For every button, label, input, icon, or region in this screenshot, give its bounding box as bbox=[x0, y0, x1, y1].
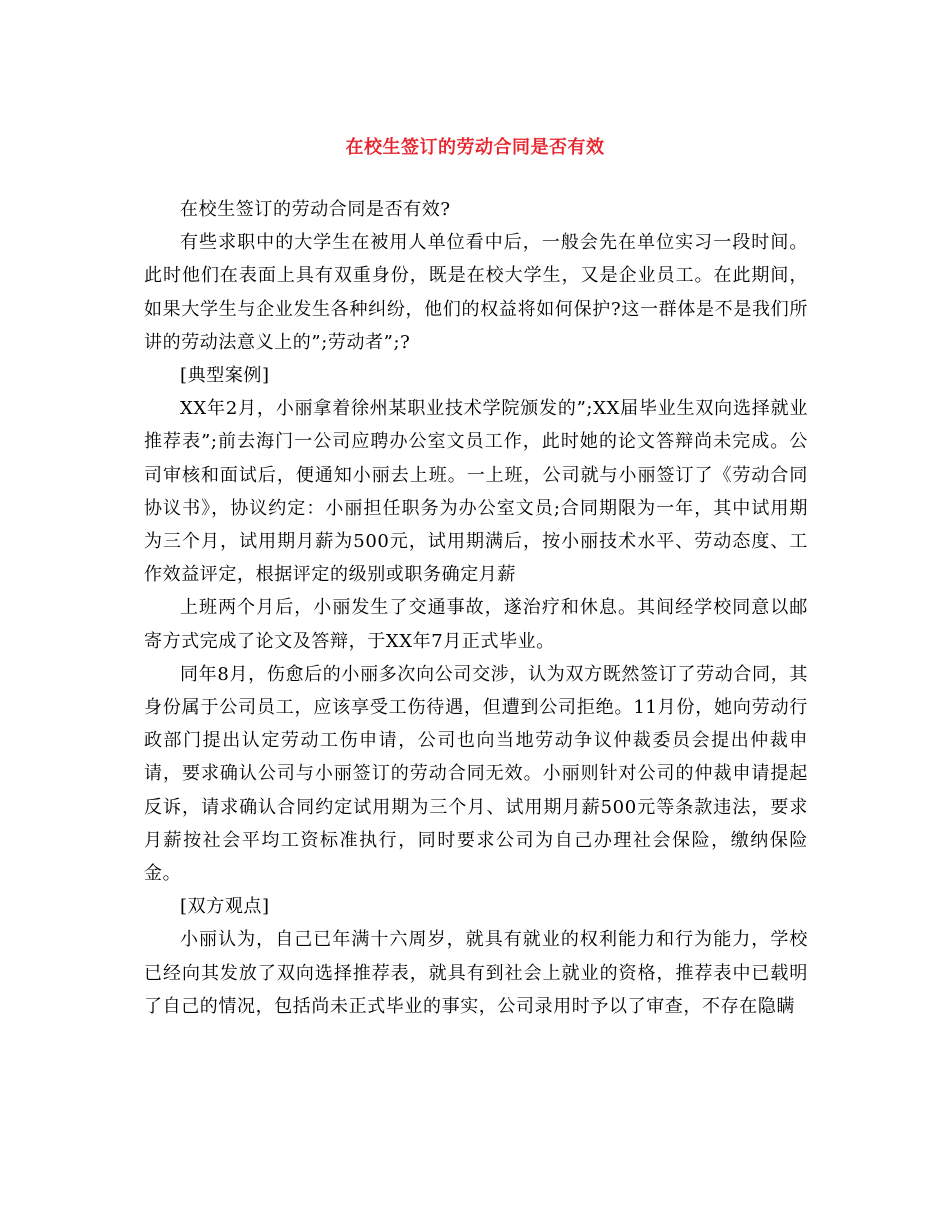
document-body bbox=[144, 193, 808, 1023]
paragraph-case-background: XX年2月，小丽拿着徐州某职业技术学院颁发的”;XX届毕业生双向选择就业推荐表”;前去海门一公司应聘办公室文员工作，此时她的论文答辩尚未完成。公司审核和面试后，便通知小丽去上班。一上班，公司就与小丽签订了《劳动合同协议书》，协议约定：小丽担任职务为办公室文员;合同期限为一年，其中试用期为三个月，试用期月薪为500元，试用期满后，按小丽技术水平、劳动态度、工作效益评定，根据评定的级别或职务确定月薪 bbox=[144, 398, 808, 586]
paragraph-intro: 有些求职中的大学生在被用人单位看中后，一般会先在单位实习一段时间。此时他们在表面上具有双重身份，既是在校大学生，又是企业员工。在此期间，如果大学生与企业发生各种纠纷，他们的权益将如何保护?这一群体是不是我们所讲的劳动法意义上的”;劳动者”;? bbox=[144, 232, 808, 353]
document-title: 在校生签订的劳动合同是否有效 bbox=[345, 137, 605, 159]
paragraph-question: 在校生签订的劳动合同是否有效? bbox=[180, 199, 451, 220]
paragraph-accident: 上班两个月后，小丽发生了交通事故，遂治疗和休息。其间经学校同意以邮寄方式完成了论文及答辩，于XX年7月正式毕业。 bbox=[144, 597, 808, 652]
section-heading-both-views: [双方观点] bbox=[180, 896, 270, 918]
paragraph-xiaoli-view: 小丽认为，自己已年满十六周岁，就具有就业的权利能力和行为能力，学校已经向其发放了双向选择推荐表，就具有到社会上就业的资格，推荐表中已载明了自己的情况，包括尚未正式毕业的事实，公司录用时予以了审查，不存在隐瞒 bbox=[144, 929, 808, 1017]
paragraph-dispute: 同年8月，伤愈后的小丽多次向公司交涉，认为双方既然签订了劳动合同，其身份属于公司员工，应该享受工伤待遇，但遭到公司拒绝。11月份，她向劳动行政部门提出认定劳动工伤申请，公司也向当地劳动争议仲裁委员会提出仲裁申请，要求确认公司与小丽签订的劳动合同无效。小丽则针对公司的仲裁申请提起反诉，请求确认合同约定试用期为三个月、试用期月薪500元等条款违法，要求月薪按社会平均工资标准执行，同时要求公司为自己办理社会保险，缴纳保险金。 bbox=[144, 663, 808, 885]
section-heading-typical-case: [典型案例] bbox=[180, 365, 270, 387]
